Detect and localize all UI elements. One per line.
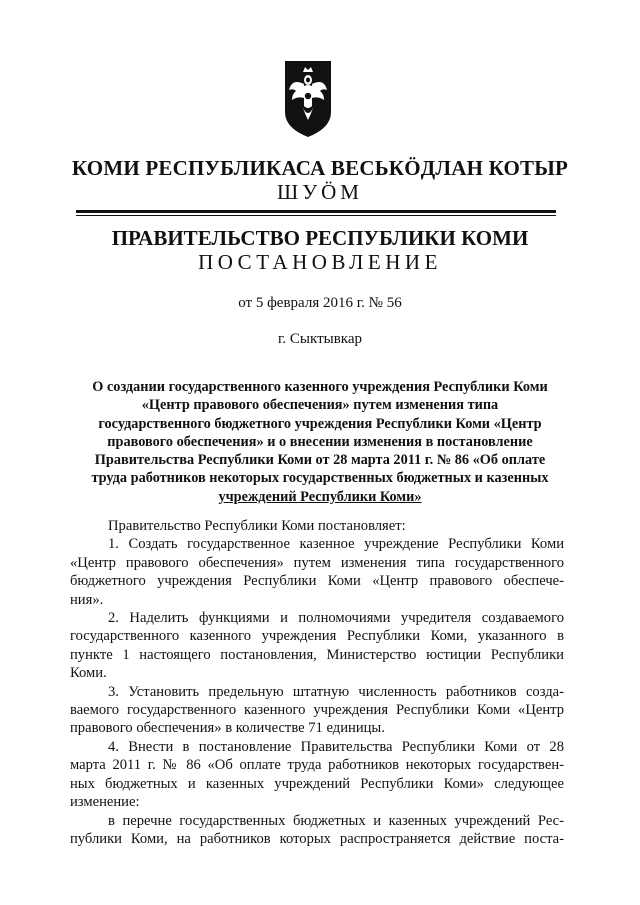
header-government: ПРАВИТЕЛЬСТВО РЕСПУБЛИКИ КОМИ <box>111 226 529 250</box>
title-line: О создании государственного казенного учреждения Республики Коми <box>92 379 548 395</box>
title-underlined-text: учреждений Республики Коми» <box>218 488 422 505</box>
header-komi-government: КОМИ РЕСПУБЛИКАСА ВЕСЬКӦДЛАН КОТЫР <box>71 156 569 180</box>
body-line: 4. Внести в постановление Правительства Республики Коми от 28 <box>108 738 564 755</box>
body-line: 2. Наделить функциями и полномочиями учредителя создаваемого <box>108 610 564 627</box>
body-line: Правительство Республики Коми постановляет: <box>108 518 406 534</box>
coat-of-arms-emblem <box>284 60 332 138</box>
body-line: публики Коми, на работников которых распространяется действие поста- <box>70 830 564 847</box>
header-divider-thin <box>76 215 556 216</box>
body-line: в перечне государственных бюджетных и казенных учреждений Рес- <box>108 812 564 829</box>
body-line: государственного казенного учреждения Республики Коми, указанного в <box>70 628 564 645</box>
document-date-number: от 5 февраля 2016 г. № 56 <box>238 295 402 311</box>
body-line: пункте 1 настоящего постановления, Министерство юстиции Республики <box>70 646 564 663</box>
title-line: Правительства Республики Коми от 28 марта 2011 г. № 86 «Об оплате <box>94 452 546 469</box>
title-line: государственного бюджетного учреждения Республики Коми «Центр <box>98 415 542 432</box>
body-line: 3. Установить предельную штатную численность работников созда- <box>108 683 564 700</box>
title-line: «Центр правового обеспечения» путем изменения типа <box>141 397 499 414</box>
body-line: ных бюджетных и казенных учреждений Республики Коми» следующее <box>70 775 564 792</box>
document-body <box>70 517 564 848</box>
body-line: Коми. <box>70 665 107 682</box>
body-line: правового обеспечения» в количестве 71 единицы. <box>70 720 385 737</box>
header-decree: ПОСТАНОВЛЕНИЕ <box>198 250 442 274</box>
body-line: 1. Создать государственное казенное учреждение Республики Коми <box>108 536 564 553</box>
title-line-underlined <box>72 488 568 506</box>
body-line: марта 2011 г. № 86 «Об оплате труда работников некоторых государствен- <box>70 757 564 774</box>
header-komi-decree: ШУӦМ <box>277 180 363 204</box>
body-line: «Центр правового обеспечения» путем изменения типа государственного <box>70 554 564 571</box>
body-line: ваемого государственного казенного учреждения Республики Коми «Центр <box>70 702 564 719</box>
body-line: бюджетного учреждения Республики Коми «Центр правового обеспече- <box>70 573 564 590</box>
title-line: правового обеспечения» и о внесении изменения в постановление <box>107 433 533 450</box>
body-line: изменение: <box>70 794 140 811</box>
document-city: г. Сыктывкар <box>277 331 363 347</box>
header-divider-thick <box>76 210 556 213</box>
document-title <box>72 378 568 506</box>
body-line: ния». <box>70 591 104 608</box>
title-line: труда работников некоторых государственных бюджетных и казенных <box>91 470 549 487</box>
